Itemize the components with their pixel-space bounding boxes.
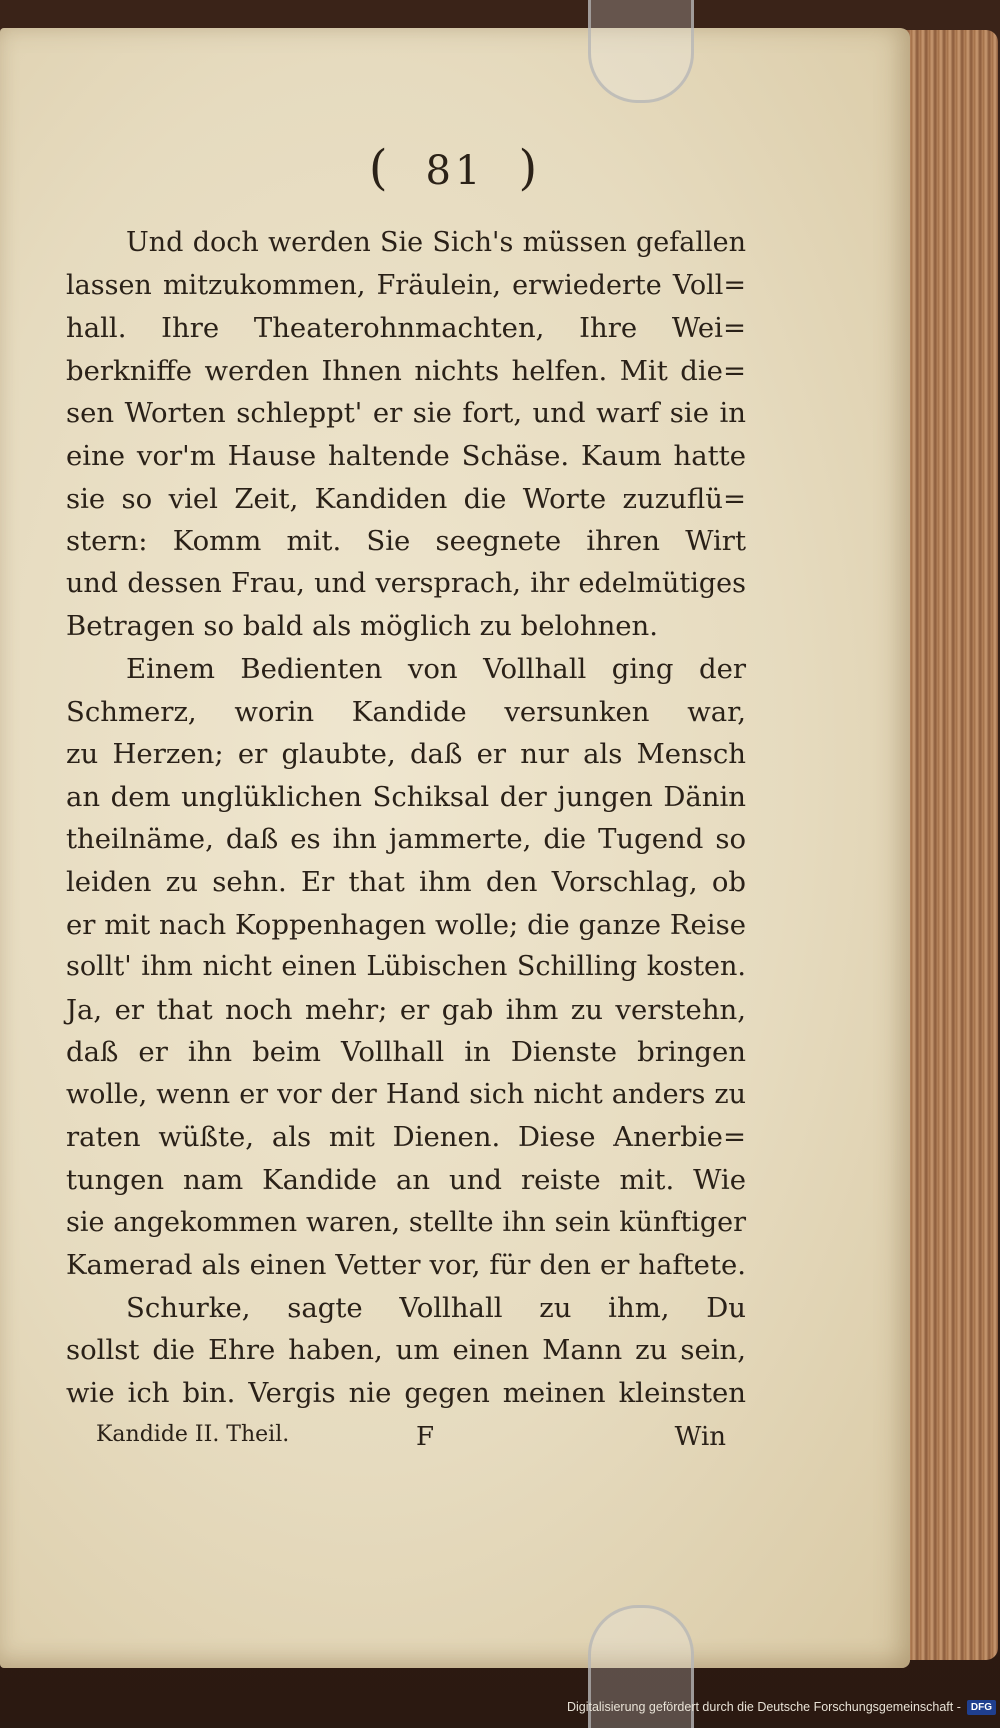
dfg-logo: DFG	[967, 1700, 996, 1715]
text-line: Schmerz, worin Kandide versunken war,	[66, 695, 746, 728]
text-line: zu Herzen; er glaubte, daß er nur als Mensch	[66, 738, 746, 771]
header-close-paren: )	[518, 140, 542, 196]
text-line: er mit nach Koppenhagen wolle; die ganze Reise	[66, 908, 746, 941]
signature-mark: F	[416, 1422, 435, 1452]
text-line: theilnäme, daß es ihn jammerte, die Tugend so	[66, 823, 746, 856]
text-line: wie ich bin. Vergis nie gegen meinen kleinsten	[66, 1377, 746, 1410]
page-number: 81	[425, 148, 485, 194]
text-line: sie angekommen waren, stellte ihn sein künftiger	[66, 1206, 746, 1238]
text-line: Und doch werden Sie Sich's müssen gefallen	[126, 227, 746, 258]
text-line: berkniffe werden Ihnen nichts helfen. Mit die=	[66, 354, 746, 387]
signature-line: Kandide II. Theil.	[96, 1422, 290, 1447]
page-edge	[900, 30, 998, 1660]
text-line: eine vor'm Hause haltende Schäse. Kaum hatte	[66, 439, 746, 472]
text-line: stern: Komm mit. Sie seegnete ihren Wirt	[66, 525, 746, 558]
text-line: raten wüßte, als mit Dienen. Diese Anerbie=	[66, 1121, 746, 1154]
text-line: Betragen so bald als möglich zu belohnen.	[66, 610, 659, 643]
text-line: Ja, er that noch mehr; er gab ihm zu verstehn,	[66, 993, 746, 1026]
bookmark-clip-top	[588, 0, 694, 103]
digitization-credit	[567, 1696, 996, 1718]
text-line: sollt' ihm nicht einen Lübischen Schilling kosten.	[66, 951, 746, 983]
text-line: tungen nam Kandide an und reiste mit. Wie	[66, 1164, 746, 1197]
text-line: Einem Bedienten von Vollhall ging der	[126, 652, 746, 685]
body-text	[66, 222, 746, 1415]
page-header	[0, 140, 910, 196]
text-line: lassen mitzukommen, Fräulein, erwiederte Voll=	[66, 269, 746, 301]
text-line: hall. Ihre Theaterohnmachten, Ihre Wei=	[66, 312, 746, 345]
text-line: an dem unglüklichen Schiksal der jungen Dänin	[66, 780, 746, 813]
text-line: sie so viel Zeit, Kandiden die Worte zuzuflü=	[66, 482, 746, 515]
text-line: Schurke, sagte Vollhall zu ihm, Du	[126, 1291, 746, 1324]
text-line: und dessen Frau, und versprach, ihr edelmütiges	[66, 567, 746, 599]
text-line: daß er ihn beim Vollhall in Dienste bringen	[66, 1036, 746, 1069]
catchword: Win	[674, 1422, 726, 1452]
text-line: sollst die Ehre haben, um einen Mann zu sein,	[66, 1334, 746, 1367]
text-line: Kamerad als einen Vetter vor, für den er haftete.	[66, 1249, 746, 1282]
text-line: wolle, wenn er vor der Hand sich nicht anders zu	[66, 1078, 746, 1110]
text-line: sen Worten schleppt' er sie fort, und warf sie in	[66, 397, 746, 430]
text-line: leiden zu sehn. Er that ihm den Vorschlag, ob	[66, 865, 746, 898]
credit-text: Digitalisierung gefördert durch die Deutsche Forschungsgemeinschaft -	[566, 1700, 961, 1714]
header-open-paren: (	[368, 140, 392, 196]
